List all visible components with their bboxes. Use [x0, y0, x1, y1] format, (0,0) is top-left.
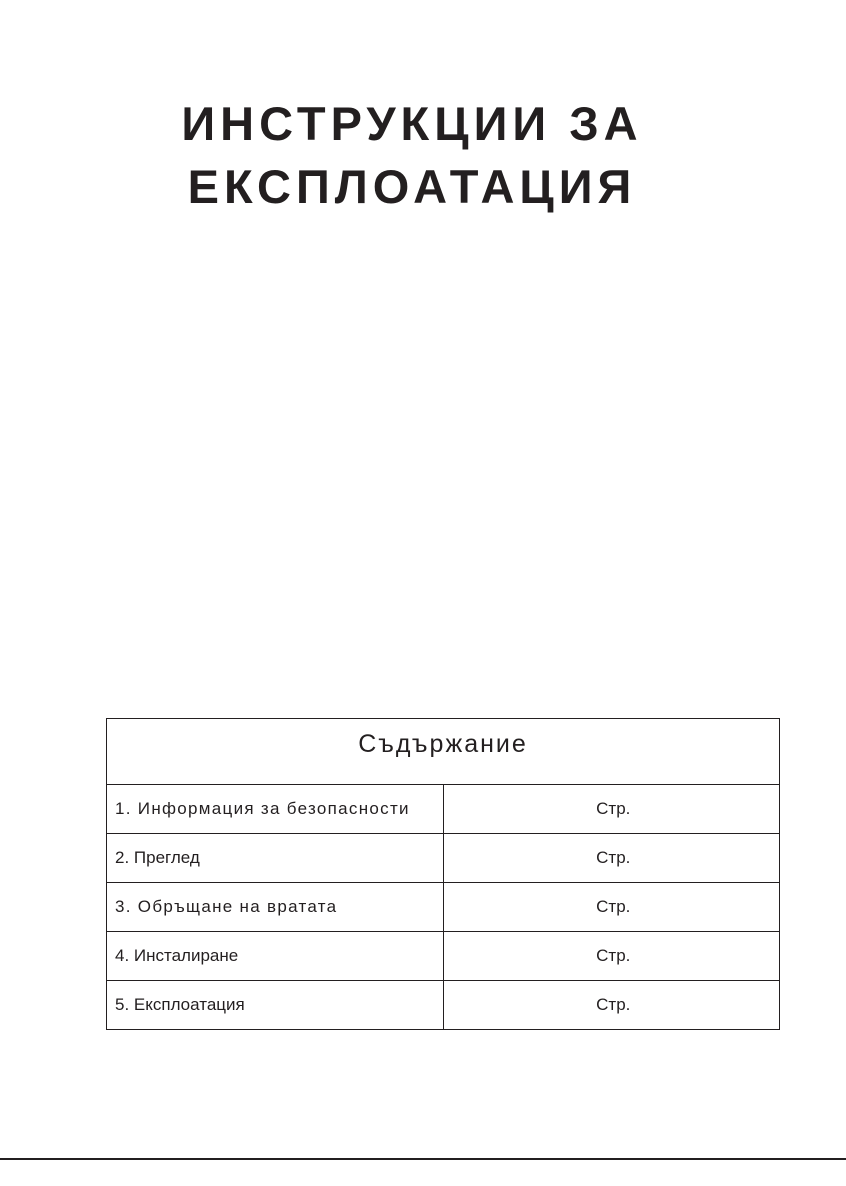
table-of-contents	[106, 718, 780, 1030]
toc-heading: Съдържание	[107, 719, 780, 785]
toc-item-page: Стр.	[443, 883, 780, 932]
table-row	[107, 981, 780, 1030]
toc-item-page: Стр.	[443, 785, 780, 834]
title-line-1: ИНСТРУКЦИИ ЗА	[181, 97, 643, 150]
toc-item-label: 5. Експлоатация	[107, 981, 444, 1030]
toc-item-label: 4. Инсталиране	[107, 932, 444, 981]
toc-item-label: 3. Обръщане на вратата	[107, 883, 444, 932]
table-row	[107, 932, 780, 981]
toc-item-page: Стр.	[443, 932, 780, 981]
table-row	[107, 785, 780, 834]
toc-item-label: 1. Информация за безопасности	[107, 785, 444, 834]
bottom-divider	[0, 1158, 846, 1160]
title-line-2: ЕКСПЛОАТАЦИЯ	[187, 160, 637, 213]
toc-item-page: Стр.	[443, 834, 780, 883]
table-row	[107, 883, 780, 932]
toc-item-label: 2. Преглед	[107, 834, 444, 883]
document-title	[0, 92, 824, 218]
toc-item-page: Стр.	[443, 981, 780, 1030]
table-row	[107, 834, 780, 883]
